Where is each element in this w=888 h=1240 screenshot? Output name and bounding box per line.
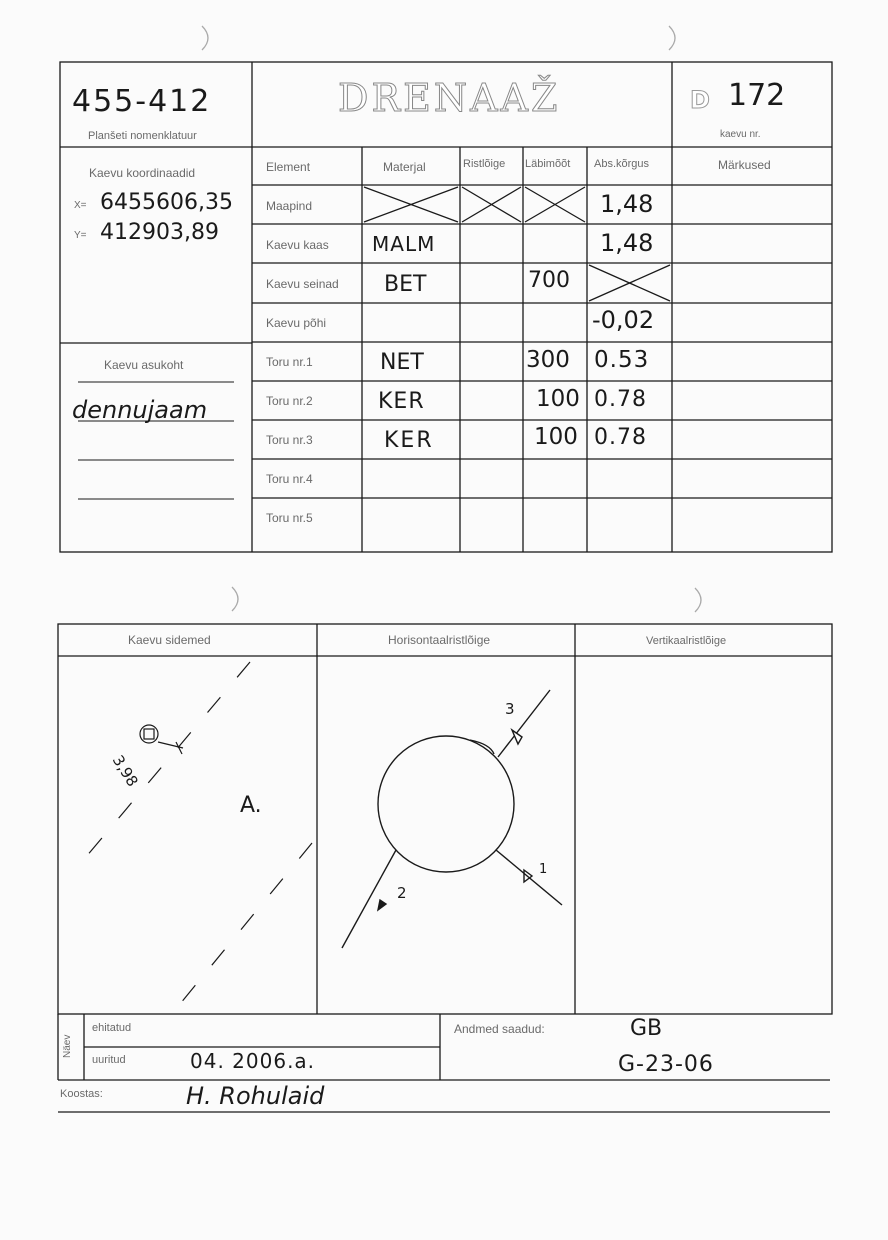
sheet-number: 455-412: [72, 84, 212, 119]
footer-side-label: Näev: [62, 1034, 73, 1058]
row-height-0: 1,48: [600, 190, 654, 218]
well-number: 172: [728, 78, 786, 113]
row-diameter-6: 100: [534, 424, 578, 450]
row-element-8: Toru nr.5: [266, 511, 313, 525]
y-label: Y=: [74, 230, 87, 241]
col-header-material: Materjal: [383, 160, 426, 174]
surveyed-label: uuritud: [92, 1054, 126, 1066]
row-material-5: KER: [378, 389, 425, 414]
compiler-signature: H. Rohulaid: [186, 1082, 325, 1110]
col-header-element: Element: [266, 160, 311, 174]
location-value: dennujaam: [72, 396, 208, 424]
row-diameter-4: 300: [526, 347, 570, 373]
y-coordinate: 412903,89: [100, 220, 219, 245]
coords-label: Kaevu koordinaadid: [89, 166, 196, 180]
form-title: DRENAAŽ: [338, 76, 561, 120]
surveyed-value: 04. 2006.a.: [190, 1049, 316, 1073]
panel-label-horizontal: Horisontaalristlõige: [388, 633, 491, 647]
sketch-mark-text: A.: [240, 793, 262, 818]
panel-label-connections: Kaevu sidemed: [128, 633, 211, 647]
col-header-section: Ristlõige: [463, 158, 506, 170]
row-material-4: NET: [380, 350, 424, 375]
row-element-4: Toru nr.1: [266, 355, 313, 369]
row-height-6: 0.78: [594, 425, 647, 450]
row-element-1: Kaevu kaas: [266, 238, 329, 252]
row-element-3: Kaevu põhi: [266, 316, 327, 330]
col-header-notes: Märkused: [718, 158, 771, 172]
row-height-5: 0.78: [594, 387, 647, 412]
well-number-label: kaevu nr.: [720, 129, 761, 140]
sketch-dashed-lines: [75, 662, 312, 1004]
row-height-3: -0,02: [592, 306, 655, 334]
row-diameter-5: 100: [536, 386, 580, 412]
data-source-value-1: GB: [630, 1016, 663, 1041]
row-element-0: Maapind: [266, 199, 313, 213]
x-coordinate: 6455606,35: [100, 190, 233, 215]
row-material-2: BET: [384, 272, 427, 297]
cross-section-drawing: [342, 690, 562, 948]
sketch-elevation-text: 3,98: [108, 752, 142, 790]
col-header-height: Abs.kõrgus: [594, 158, 650, 170]
row-diameter-2: 700: [528, 268, 570, 293]
pipe-2-label: 2: [397, 884, 407, 902]
row-element-5: Toru nr.2: [266, 394, 313, 408]
data-source-label: Andmed saadud:: [454, 1022, 545, 1036]
row-material-6: KER: [384, 428, 434, 453]
row-height-4: 0.53: [594, 347, 650, 373]
x-label: X=: [74, 200, 87, 211]
row-material-1: MALM: [372, 232, 436, 256]
location-label: Kaevu asukoht: [104, 358, 184, 372]
row-element-6: Toru nr.3: [266, 433, 313, 447]
row-element-2: Kaevu seinad: [266, 277, 339, 291]
data-source-value-2: G-23-06: [618, 1052, 714, 1077]
pipe-3-label: 3: [505, 700, 515, 718]
pipe-1-label: 1: [539, 862, 548, 877]
built-label: ehitatud: [92, 1022, 132, 1034]
row-element-7: Toru nr.4: [266, 472, 313, 486]
sheet-label: Planšeti nomenklatuur: [88, 130, 197, 142]
panel-label-vertical: Vertikaalristlõige: [646, 635, 727, 647]
compiler-label: Koostas:: [60, 1088, 103, 1100]
col-header-diameter: Läbimõõt: [525, 158, 571, 170]
well-prefix: D: [690, 86, 710, 114]
row-height-1: 1,48: [600, 229, 654, 257]
